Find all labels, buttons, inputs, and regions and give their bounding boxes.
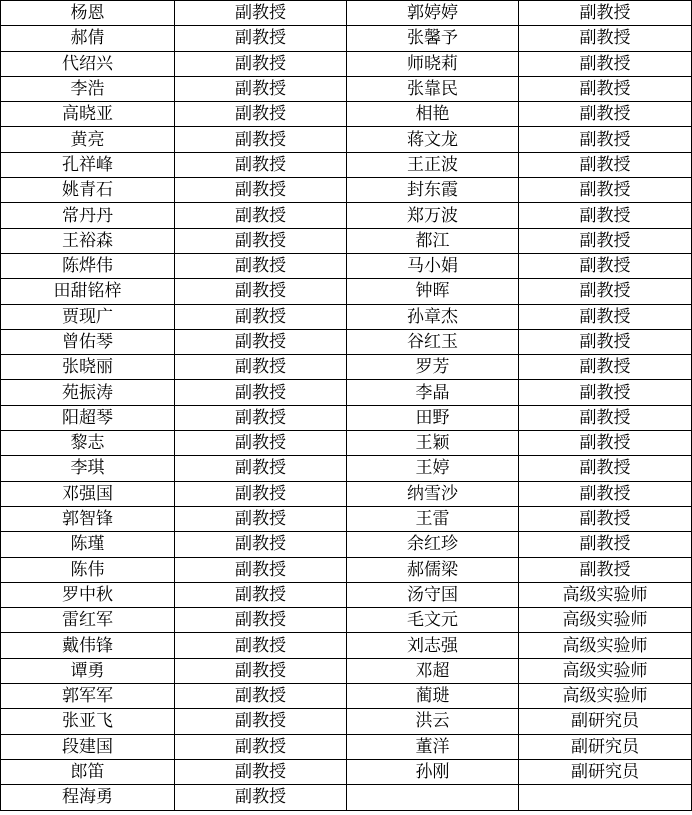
table-row: [1, 684, 692, 709]
table-row: [1, 759, 692, 784]
cell-title-left: 副教授: [175, 608, 347, 633]
cell-title-left: 副教授: [175, 785, 347, 810]
table-row: [1, 178, 692, 203]
table-row: [1, 456, 692, 481]
cell-title-left: 副教授: [175, 279, 347, 304]
cell-title-right: 副教授: [519, 26, 692, 51]
cell-name-right: 董洋: [347, 734, 519, 759]
cell-name-left: 李琪: [1, 456, 175, 481]
cell-title-left: 副教授: [175, 380, 347, 405]
cell-name-right: 孙刚: [347, 759, 519, 784]
cell-title-right: 副教授: [519, 127, 692, 152]
cell-title-left: 副教授: [175, 532, 347, 557]
cell-title-left: 副教授: [175, 684, 347, 709]
cell-name-left: 张晓丽: [1, 355, 175, 380]
cell-name-left: 王裕森: [1, 228, 175, 253]
cell-title-right: 副教授: [519, 203, 692, 228]
table-row: [1, 633, 692, 658]
cell-title-left: 副教授: [175, 152, 347, 177]
table-row: [1, 380, 692, 405]
cell-name-right: 钟晖: [347, 279, 519, 304]
cell-name-right: 洪云: [347, 709, 519, 734]
cell-title-right: 副教授: [519, 279, 692, 304]
cell-title-right: 副教授: [519, 532, 692, 557]
table-row: [1, 785, 692, 810]
cell-name-left: 田甜铭梓: [1, 279, 175, 304]
cell-name-right: 郑万波: [347, 203, 519, 228]
table-row: [1, 102, 692, 127]
table-row: [1, 1, 692, 26]
cell-name-left: 阳超琴: [1, 405, 175, 430]
cell-name-right: 蒋文龙: [347, 127, 519, 152]
cell-name-right: 汤守国: [347, 582, 519, 607]
cell-name-right: 都江: [347, 228, 519, 253]
cell-name-left: 郎笛: [1, 759, 175, 784]
cell-title-right: 副教授: [519, 431, 692, 456]
cell-name-right: 李晶: [347, 380, 519, 405]
cell-name-right: 田野: [347, 405, 519, 430]
cell-name-left: 陈烨伟: [1, 253, 175, 278]
cell-title-right: 副研究员: [519, 734, 692, 759]
cell-title-left: 副教授: [175, 203, 347, 228]
table-row: [1, 279, 692, 304]
cell-name-right: 蔺琎: [347, 684, 519, 709]
cell-title-right: 副教授: [519, 329, 692, 354]
cell-name-right: 罗芳: [347, 355, 519, 380]
cell-title-right: 高级实验师: [519, 658, 692, 683]
cell-name-right: 毛文元: [347, 608, 519, 633]
table-row: [1, 405, 692, 430]
cell-title-right: 副教授: [519, 506, 692, 531]
cell-title-left: 副教授: [175, 431, 347, 456]
cell-title-left: 副教授: [175, 253, 347, 278]
table-row: [1, 152, 692, 177]
cell-name-left: 段建国: [1, 734, 175, 759]
table-row: [1, 557, 692, 582]
cell-name-right: 封东霞: [347, 178, 519, 203]
cell-name-left: 陈伟: [1, 557, 175, 582]
table-row: [1, 203, 692, 228]
cell-name-right: 王颖: [347, 431, 519, 456]
table-row: [1, 127, 692, 152]
cell-title-right: 副教授: [519, 152, 692, 177]
cell-name-right: 谷红玉: [347, 329, 519, 354]
cell-name-left: 郝倩: [1, 26, 175, 51]
table-row: [1, 329, 692, 354]
cell-name-right: 王雷: [347, 506, 519, 531]
cell-name-right: 刘志强: [347, 633, 519, 658]
table-row: [1, 481, 692, 506]
cell-name-right: 师晓莉: [347, 51, 519, 76]
cell-name-right: 张馨予: [347, 26, 519, 51]
cell-title-left: 副教授: [175, 102, 347, 127]
cell-name-left: 黎志: [1, 431, 175, 456]
table-row: [1, 658, 692, 683]
table-row: [1, 582, 692, 607]
cell-name-left: 罗中秋: [1, 582, 175, 607]
cell-title-left: 副教授: [175, 759, 347, 784]
cell-title-left: 副教授: [175, 405, 347, 430]
cell-name-left: 邓强国: [1, 481, 175, 506]
cell-title-right: 高级实验师: [519, 582, 692, 607]
cell-title-left: 副教授: [175, 26, 347, 51]
cell-name-right: 纳雪沙: [347, 481, 519, 506]
cell-title-left: 副教授: [175, 329, 347, 354]
cell-name-left: 谭勇: [1, 658, 175, 683]
table-row: [1, 608, 692, 633]
table-row: [1, 253, 692, 278]
cell-name-left: 戴伟锋: [1, 633, 175, 658]
cell-title-left: 副教授: [175, 127, 347, 152]
cell-title-left: 副教授: [175, 304, 347, 329]
cell-title-left: 副教授: [175, 51, 347, 76]
cell-name-right: 马小娟: [347, 253, 519, 278]
cell-title-right: 副教授: [519, 76, 692, 101]
table-row: [1, 532, 692, 557]
cell-title-left: 副教授: [175, 557, 347, 582]
cell-name-right: 郝儒梁: [347, 557, 519, 582]
cell-name-right: 郭婷婷: [347, 1, 519, 26]
cell-title-right: 副教授: [519, 456, 692, 481]
cell-name-right: 邓超: [347, 658, 519, 683]
table-row: [1, 76, 692, 101]
cell-title-right: 副教授: [519, 355, 692, 380]
cell-name-left: 孔祥峰: [1, 152, 175, 177]
cell-title-left: 副教授: [175, 228, 347, 253]
table-row: [1, 734, 692, 759]
table-row: [1, 26, 692, 51]
table-body: [1, 1, 692, 811]
cell-name-right: 张靠民: [347, 76, 519, 101]
table-row: [1, 709, 692, 734]
table-row: [1, 304, 692, 329]
cell-name-left: 张亚飞: [1, 709, 175, 734]
cell-title-right: 高级实验师: [519, 633, 692, 658]
cell-name-left: 黄亮: [1, 127, 175, 152]
cell-title-right: 副教授: [519, 228, 692, 253]
cell-title-left: 副教授: [175, 178, 347, 203]
cell-name-left: 杨恩: [1, 1, 175, 26]
cell-name-left: 代绍兴: [1, 51, 175, 76]
cell-name-left: 程海勇: [1, 785, 175, 810]
cell-title-left: 副教授: [175, 734, 347, 759]
cell-name-right: 相艳: [347, 102, 519, 127]
cell-name-right: 王正波: [347, 152, 519, 177]
cell-title-right: 副教授: [519, 253, 692, 278]
cell-title-right: 高级实验师: [519, 684, 692, 709]
cell-title-left: 副教授: [175, 481, 347, 506]
cell-title-left: 副教授: [175, 709, 347, 734]
cell-name-left: 苑振涛: [1, 380, 175, 405]
cell-title-left: 副教授: [175, 355, 347, 380]
cell-title-right: 副教授: [519, 51, 692, 76]
cell-name-right: 孙章杰: [347, 304, 519, 329]
cell-title-right: 副教授: [519, 1, 692, 26]
cell-name-left: 姚青石: [1, 178, 175, 203]
cell-title-right: 副教授: [519, 102, 692, 127]
cell-name-left: 李浩: [1, 76, 175, 101]
cell-name-left: 郭智锋: [1, 506, 175, 531]
cell-title-right: 副教授: [519, 405, 692, 430]
cell-title-right: 副研究员: [519, 759, 692, 784]
cell-title-right: 副教授: [519, 557, 692, 582]
cell-name-left: 贾现广: [1, 304, 175, 329]
cell-title-left: 副教授: [175, 456, 347, 481]
table-row: [1, 228, 692, 253]
cell-title-right: [519, 785, 692, 810]
cell-title-right: 副教授: [519, 178, 692, 203]
cell-name-left: 郭军军: [1, 684, 175, 709]
cell-title-right: 副教授: [519, 304, 692, 329]
cell-title-right: 副教授: [519, 481, 692, 506]
cell-title-left: 副教授: [175, 633, 347, 658]
cell-name-left: 雷红军: [1, 608, 175, 633]
table-row: [1, 506, 692, 531]
table-row: [1, 355, 692, 380]
cell-name-left: 曾佑琴: [1, 329, 175, 354]
cell-name-left: 常丹丹: [1, 203, 175, 228]
cell-title-left: 副教授: [175, 506, 347, 531]
cell-name-right: 王婷: [347, 456, 519, 481]
cell-name-left: 高晓亚: [1, 102, 175, 127]
cell-name-right: 余红珍: [347, 532, 519, 557]
table-row: [1, 431, 692, 456]
cell-title-left: 副教授: [175, 582, 347, 607]
cell-title-left: 副教授: [175, 1, 347, 26]
cell-name-left: 陈瑾: [1, 532, 175, 557]
cell-name-right: [347, 785, 519, 810]
cell-title-left: 副教授: [175, 658, 347, 683]
cell-title-right: 副教授: [519, 380, 692, 405]
table-row: [1, 51, 692, 76]
cell-title-left: 副教授: [175, 76, 347, 101]
cell-title-right: 高级实验师: [519, 608, 692, 633]
cell-title-right: 副研究员: [519, 709, 692, 734]
